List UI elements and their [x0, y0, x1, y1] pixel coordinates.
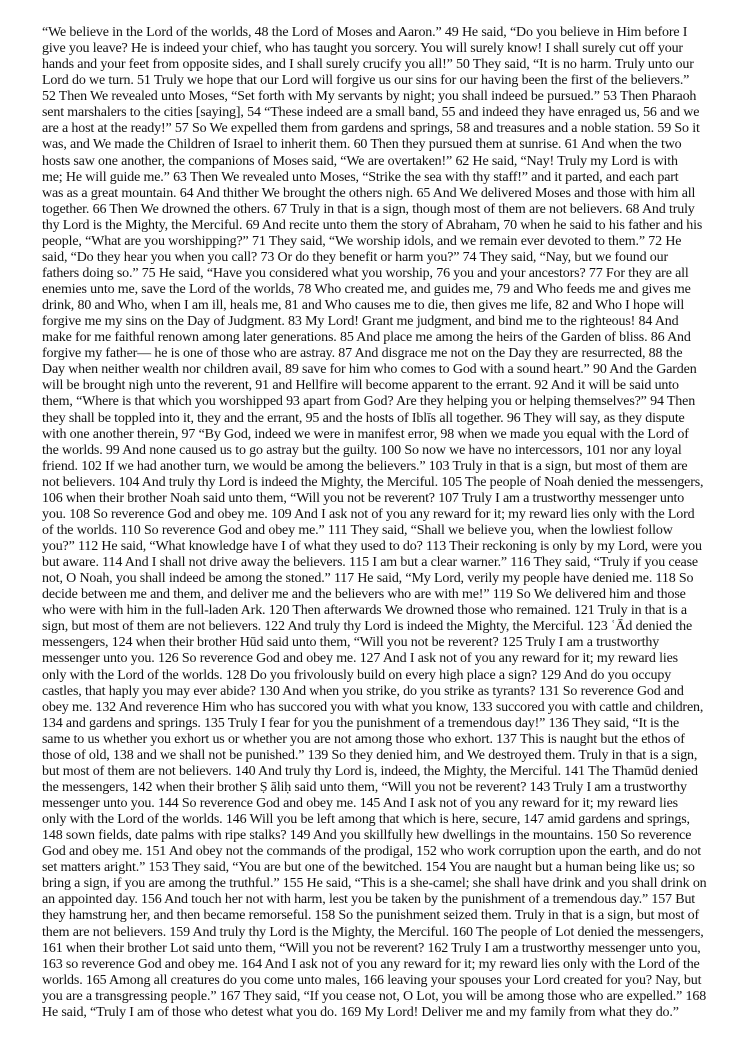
text-line: they shall be toppled into it, they and the errant, 95 and the hosts of Iblīs all together. 96 They will say, as they dispute — [42, 410, 685, 426]
text-line: together. 66 Then We drowned the others. 67 Truly in that is a sign, though most of them are not believers. 68 And truly — [42, 201, 695, 217]
text-line: 134 and gardens and springs. 135 Truly I fear for you the punishment of a tremendous day!” 136 They said, “It is the — [42, 715, 680, 731]
text-line: 106 when their brother Noah said unto them, “Will you not be reverent? 107 Truly I am a trustworthy messenger unto — [42, 490, 685, 506]
text-line: people, “What are you worshipping?” 71 They said, “We worship idols, and we remain ever devoted to them.” 72 He — [42, 233, 682, 249]
text-line: those of old, 138 and we shall not be punished.” 139 So they denied him, and We destroyed them. Truly in that is a sign, — [42, 747, 698, 763]
text-line: He said, “Truly I am of those who detest what you do. 169 My Lord! Deliver me and my family from what they do.” — [42, 1004, 679, 1020]
text-line: friend. 102 If we had another turn, we would be among the believers.” 103 Truly in that is a sign, but most of them are — [42, 458, 688, 474]
text-line: 161 when their brother Lot said unto them, “Will you not be reverent? 162 Truly I am a trustworthy messenger unto you, — [42, 940, 701, 956]
text-line: with one another therein, 97 “By God, indeed we were in manifest error, 98 when we made you equal with the Lord of — [42, 426, 689, 442]
text-line: decide between me and them, and deliver me and the believers who are with me!” 119 So We delivered him and those — [42, 587, 686, 603]
text-line: give you leave? He is indeed your chief, who has taught you sorcery. You will surely know! I shall surely cut off your — [42, 41, 683, 57]
text-line: only with the Lord of the worlds. 146 Will you be left among that which is here, secure, 147 amid gardens and springs, — [42, 812, 690, 828]
text-line: me; He will guide me.” 63 Then We revealed unto Moses, “Strike the sea with thy staff!” and it parted, and each part — [42, 169, 679, 185]
text-line: messenger unto you. 144 So reverence God and obey me. 145 And I ask not of you any reward for it; my reward lies — [42, 796, 678, 811]
text-line: sign, but most of them are not believers. 122 And truly thy Lord is indeed the Mighty, the Merciful. 123 ʿĀd denied the — [42, 619, 693, 635]
text-line: will be brought nigh unto the reverent, 91 and Hellfire will become apparent to the errant. 92 And it will be said unto — [42, 378, 679, 394]
text-line: you?” 112 He said, “What knowledge have I of what they used to do? 113 Their reckoning is only by my Lord, were you — [42, 539, 702, 554]
text-line: but most of them are not believers. 140 And truly thy Lord is, indeed, the Mighty, the Merciful. 141 The Thamūd denied — [42, 763, 698, 779]
text-line: enemies unto me, save the Lord of the worlds, 78 Who created me, and guides me, 79 and Who feeds me and gives me — [42, 282, 691, 297]
text-line: not believers. 104 And truly thy Lord is indeed the Mighty, the Merciful. 105 The people of Noah denied the messengers, — [42, 474, 704, 490]
text-line: only with the Lord of the worlds. 128 Do you frivolously build on every high place a sign? 129 And do you occupy — [42, 667, 672, 683]
text-line: thy Lord is the Mighty, the Merciful. 69 And recite unto them the story of Abraham, 70 when he said to his father and his — [42, 217, 703, 233]
text-line: forgive my father— he is one of those who are astray. 87 And disgrace me not on the Day they are resurrected, 88 the — [42, 346, 683, 362]
text-line: make for me faithful renown among later generations. 85 And place me among the heirs of the Garden of bliss. 86 And — [42, 330, 691, 346]
text-line: set matters aright.” 153 They said, “You are but one of the bewitched. 154 You are naught but a human being like us; so — [42, 860, 695, 876]
text-line: worlds. 165 Among all creatures do you come unto males, 166 leaving your spouses your Lord created for you? Nay, but — [42, 972, 702, 988]
text-line: but aware. 114 And I shall not drive away the believers. 115 I am but a clear warner.” 116 They said, “Truly if you cease — [42, 555, 698, 571]
text-line: 163 so reverence God and obey me. 164 And I ask not of you any reward for it; my reward lies only with the Lord of the — [42, 956, 700, 972]
document-page-text — [42, 25, 722, 1021]
text-line: not, O Noah, you shall indeed be among the stoned.” 117 He said, “My Lord, verily my people have denied me. 118 So — [42, 571, 694, 587]
text-line: was, and We made the Children of Israel to inherit them. 60 Then they pursued them at sunrise. 61 And when the two — [42, 137, 682, 153]
text-line: the worlds. 99 And none caused us to go astray but the guilty. 100 So now we have no intercessors, 101 nor any loyal — [42, 442, 682, 458]
text-line: obey me. 132 And reverence Him who has succored you with what you know, 133 succored you with cattle and children, — [42, 699, 704, 715]
text-line: 52 Then We revealed unto Moses, “Set forth with My servants by night; you shall indeed be pursued.” 53 Then Pharaoh — [42, 89, 697, 105]
text-line: God and obey me. 151 And obey not the commands of the prodigal, 152 who work corruption upon the earth, and do not — [42, 844, 702, 860]
text-line: bring a sign, if you are among the truthful.” 155 He said, “This is a she-camel; she shall have drink and you shall drink on — [42, 876, 707, 892]
text-line: are a host at the ready!” 57 So We expelled them from gardens and springs, 58 and treasures and a noble station. 59 So it — [42, 121, 700, 137]
text-line: who were with him in the full-laden Ark. 120 Then afterwards We drowned those who remained. 121 Truly in that is a — [42, 603, 687, 619]
text-line: messenger unto you. 126 So reverence God and obey me. 127 And I ask not of you any reward for it; my reward lies — [42, 651, 678, 667]
text-line: same to us whether you exhort us or whether you are not among those who exhort. 137 This is naught but the ethos of — [42, 731, 685, 747]
text-line: hosts saw one another, the companions of Moses said, “We are overtaken!” 62 He said, “Nay! Truly my Lord is with — [42, 153, 678, 169]
text-line: you. 108 So reverence God and obey me. 109 And I ask not of you any reward for it; my reward lies only with the Lord — [42, 506, 695, 522]
text-line: forgive me my sins on the Day of Judgment. 83 My Lord! Grant me judgment, and bind me to the righteous! 84 And — [42, 314, 679, 330]
text-line: an appointed day. 156 And touch her not with harm, lest you be taken by the punishment of a tremendous day.” 157 But — [42, 892, 696, 908]
text-line: you are a transgressing people.” 167 They said, “If you cease not, O Lot, you will be among those who are expelled.” 168 — [42, 988, 707, 1004]
text-line: them are not believers. 159 And truly thy Lord is the Mighty, the Merciful. 160 The people of Lot denied the messengers, — [42, 924, 704, 940]
text-line: 148 sown fields, date palms with ripe stalks? 149 And you skillfully hew dwellings in the mountains. 150 So reverence — [42, 828, 692, 844]
text-line: was as a great mountain. 64 And thither We brought the others nigh. 65 And We delivered Moses and those with him all — [42, 185, 696, 201]
text-line: “We believe in the Lord of the worlds, 48 the Lord of Moses and Aaron.” 49 He said, “Do you believe in Him before I — [42, 25, 688, 40]
text-line: them, “Where is that which you worshipped 93 apart from God? Are they helping you or helping themselves?” 94 Then — [42, 394, 696, 410]
text-line: Day when neither wealth nor children avail, 89 save for him who comes to God with a sound heart.” 90 And the Garden — [42, 362, 697, 378]
text-line: said, “Do they hear you when you call? 73 Or do they benefit or harm you?” 74 They said, “Nay, but we found our — [42, 249, 668, 265]
text-line: sent marshalers to the cities [saying], 54 “These indeed are a small band, 55 and indeed they have enraged us, 56 and we — [42, 105, 700, 121]
text-line: fathers doing so.” 75 He said, “Have you considered what you worship, 76 you and your ancestors? 77 For they are all — [42, 265, 689, 281]
text-line: hands and your feet from opposite sides, and I shall surely crucify you all!” 50 They said, “It is no harm. Truly unto our — [42, 57, 694, 73]
text-line: they hamstrung her, and then became remorseful. 158 So the punishment seized them. Truly in that is a sign, but most of — [42, 908, 699, 924]
text-line: of the worlds. 110 So reverence God and obey me.” 111 They said, “Shall we believe you, when the lowliest follow — [42, 522, 673, 538]
text-line: castles, that haply you may ever abide? 130 And when you strike, do you strike as tyrants? 131 So reverence God and — [42, 683, 684, 699]
text-line: the messengers, 142 when their brother Ṣ āliḥ said unto them, “Will you not be reverent? 143 Truly I am a trustworthy — [42, 779, 687, 795]
text-line: messengers, 124 when their brother Hūd said unto them, “Will you not be reverent? 125 Truly I am a trustworthy — [42, 635, 660, 651]
text-line: drink, 80 and Who, when I am ill, heals me, 81 and Who causes me to die, then gives me life, 82 and Who I hope will — [42, 298, 685, 314]
text-line: Lord do we turn. 51 Truly we hope that our Lord will forgive us our sins for our having been the first of the believers.” — [42, 73, 690, 89]
